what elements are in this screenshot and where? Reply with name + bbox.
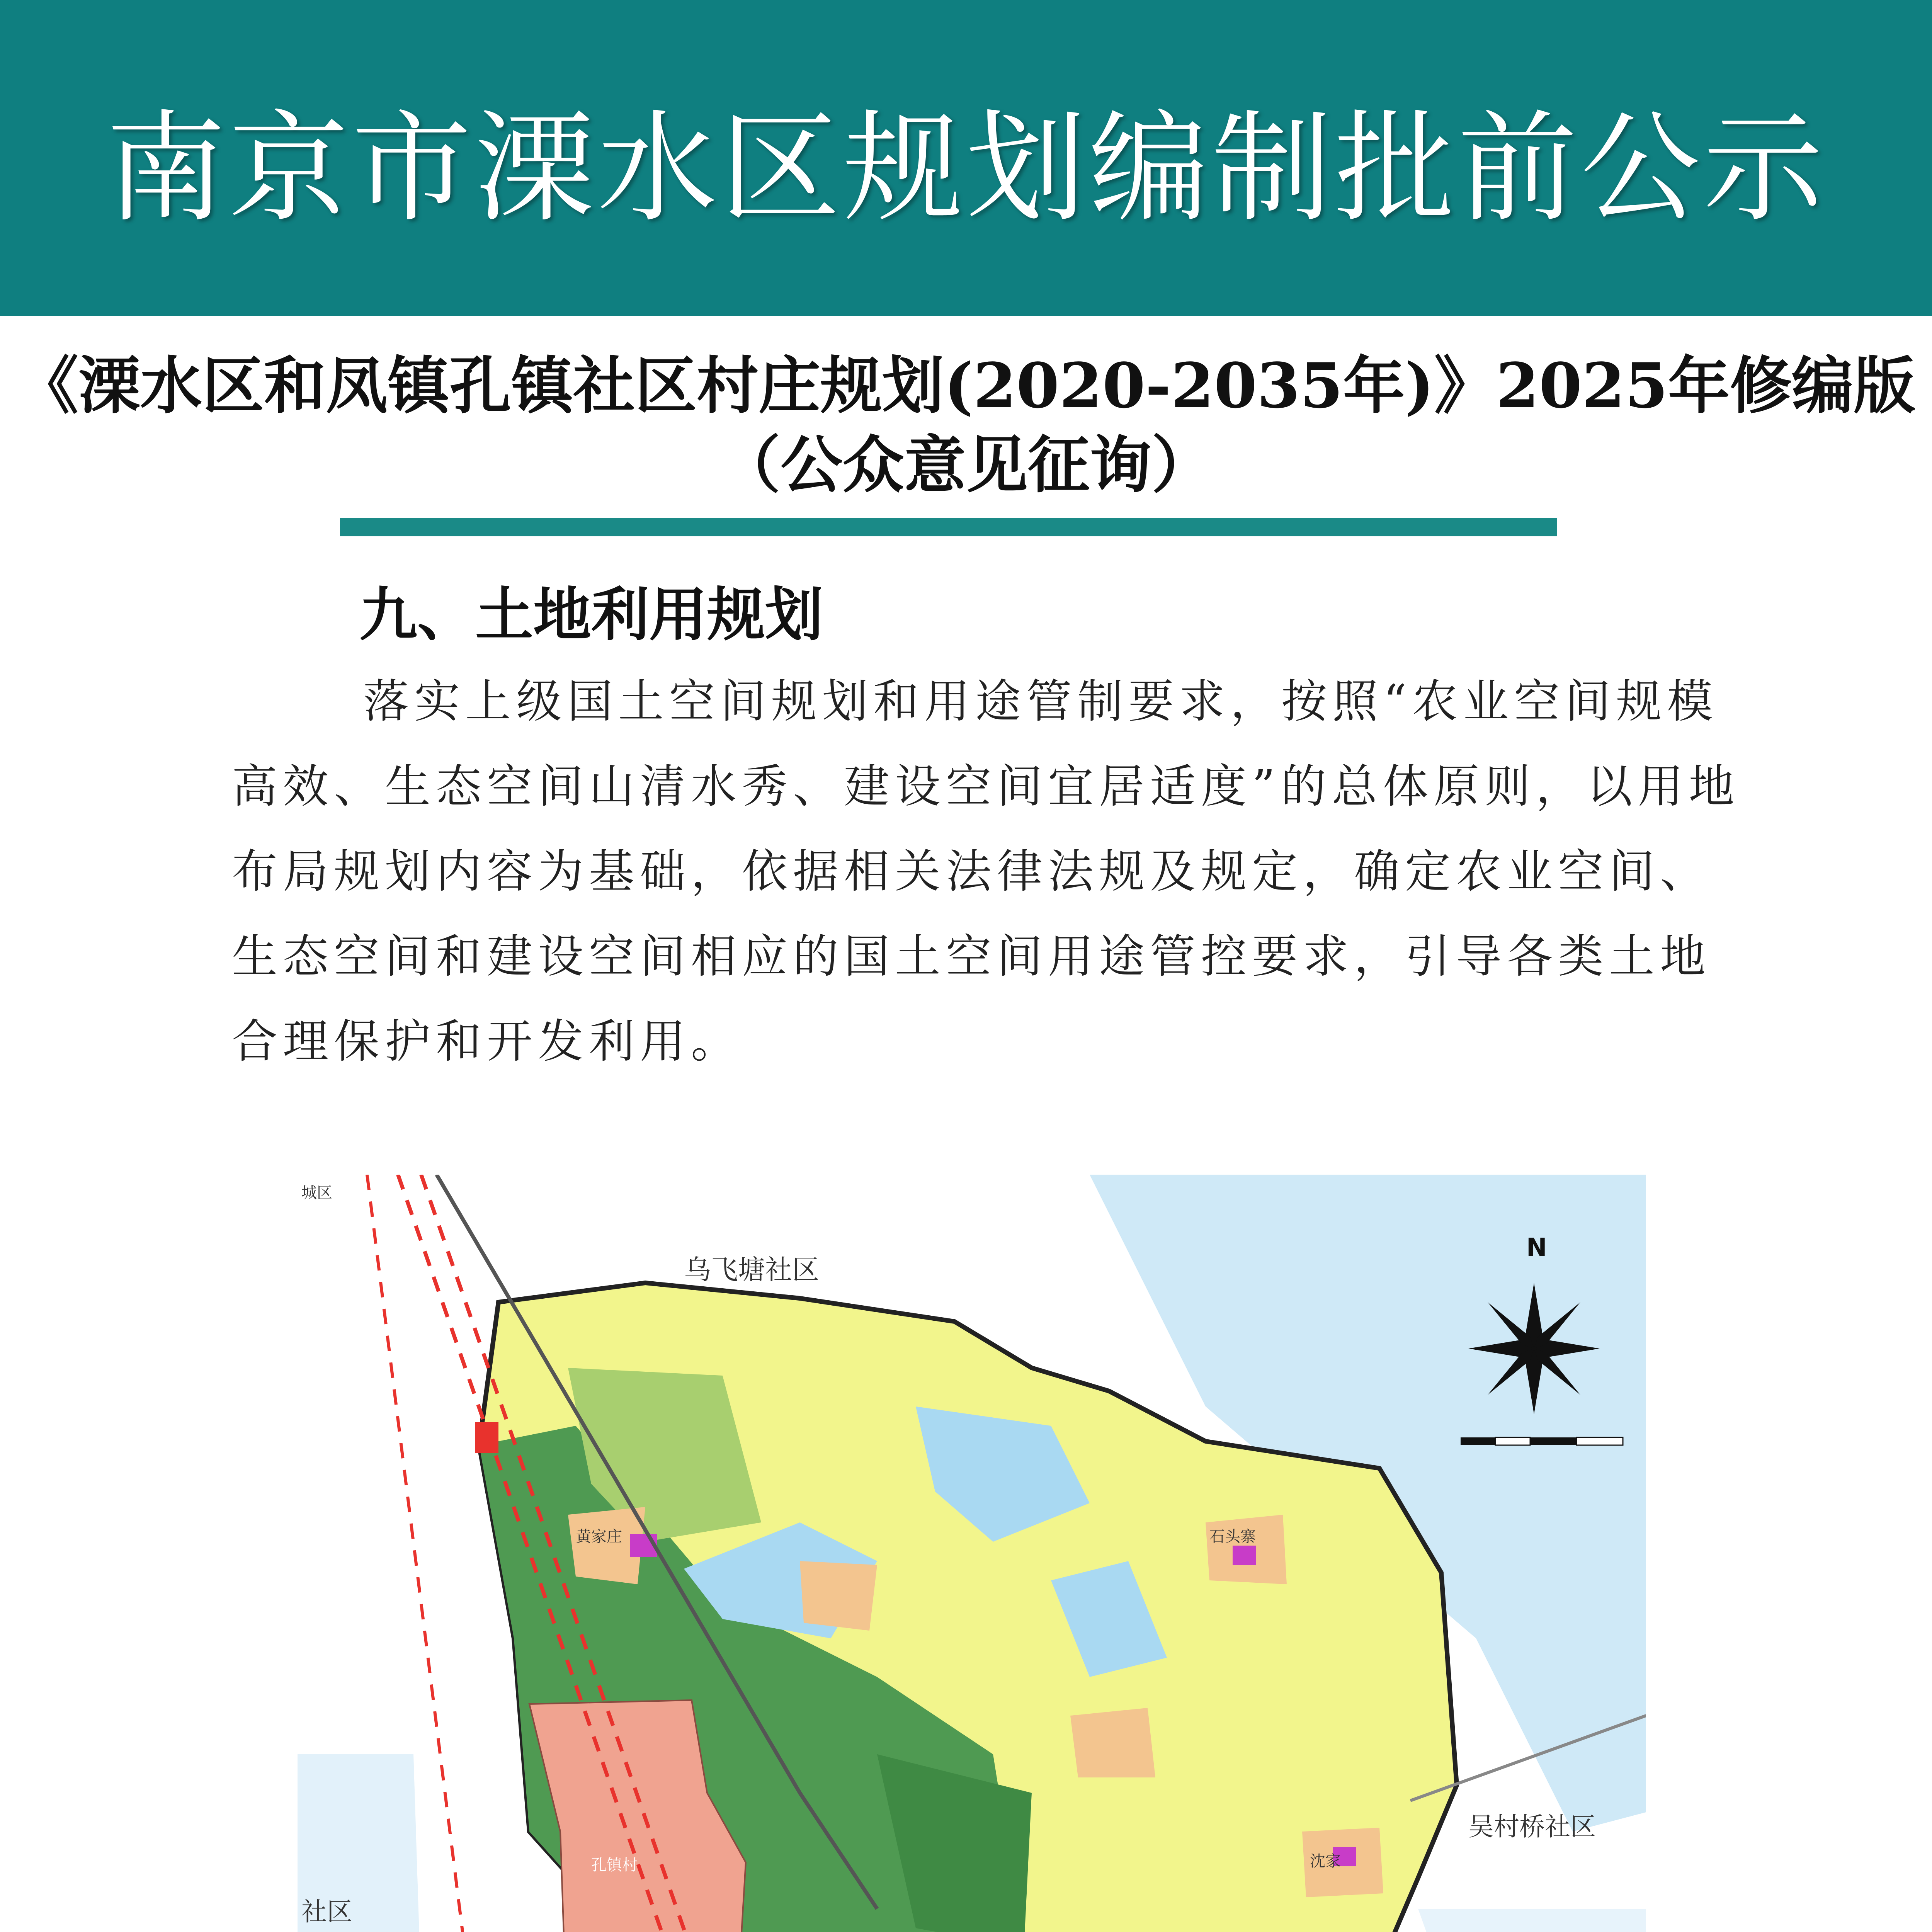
compass-icon <box>1468 1283 1600 1414</box>
north-arrow-letter: N <box>1526 1233 1547 1262</box>
header-banner <box>0 0 1932 316</box>
document-subtitle: （公众意见征询） <box>718 429 1213 501</box>
east-water <box>1418 1909 1646 1932</box>
body-line: 高效、生态空间山清水秀、建设空间宜居适度”的总体原则，以用地 <box>232 760 1740 813</box>
map-svg <box>298 1175 1646 1932</box>
village-homestead <box>1070 1708 1155 1777</box>
village-homestead <box>800 1561 877 1631</box>
section-body <box>232 659 1740 1084</box>
body-line: 落实上级国土空间规划和用途管制要求，按照“农业空间规模 <box>363 675 1718 728</box>
facility-patch <box>475 1422 498 1453</box>
scale-bar <box>1461 1437 1623 1445</box>
map-label-north: 乌飞塘社区 <box>684 1254 819 1286</box>
body-line: 布局规划内容为基础，依据相关法律法规及规定，确定农业空间、 <box>232 845 1711 898</box>
facility-patch <box>1233 1546 1256 1565</box>
map-label-east: 吴村桥社区 <box>1468 1812 1596 1842</box>
map-label-corner: 城区 <box>301 1184 332 1202</box>
village-label: 孔镇村 <box>591 1856 638 1874</box>
village-label: 黄家庄 <box>576 1528 622 1546</box>
page-title: 南京市溧水区规划编制批前公示 <box>106 99 1826 238</box>
section-title: 九、土地利用规划 <box>359 582 823 649</box>
body-line: 生态空间和建设空间相应的国土空间用途管控要求，引导各类土地 <box>232 930 1711 983</box>
land-use-map <box>298 1175 1646 1932</box>
body-line: 合理保护和开发利用。 <box>232 1015 742 1068</box>
village-label: 石头寨 <box>1209 1528 1256 1546</box>
map-label-west: 社区 <box>301 1897 352 1927</box>
document-title: 《溧水区和凤镇孔镇社区村庄规划(2020-2035年)》2025年修编版 <box>17 349 1915 422</box>
divider-bar <box>340 518 1557 536</box>
village-label: 沈家 <box>1310 1852 1341 1870</box>
